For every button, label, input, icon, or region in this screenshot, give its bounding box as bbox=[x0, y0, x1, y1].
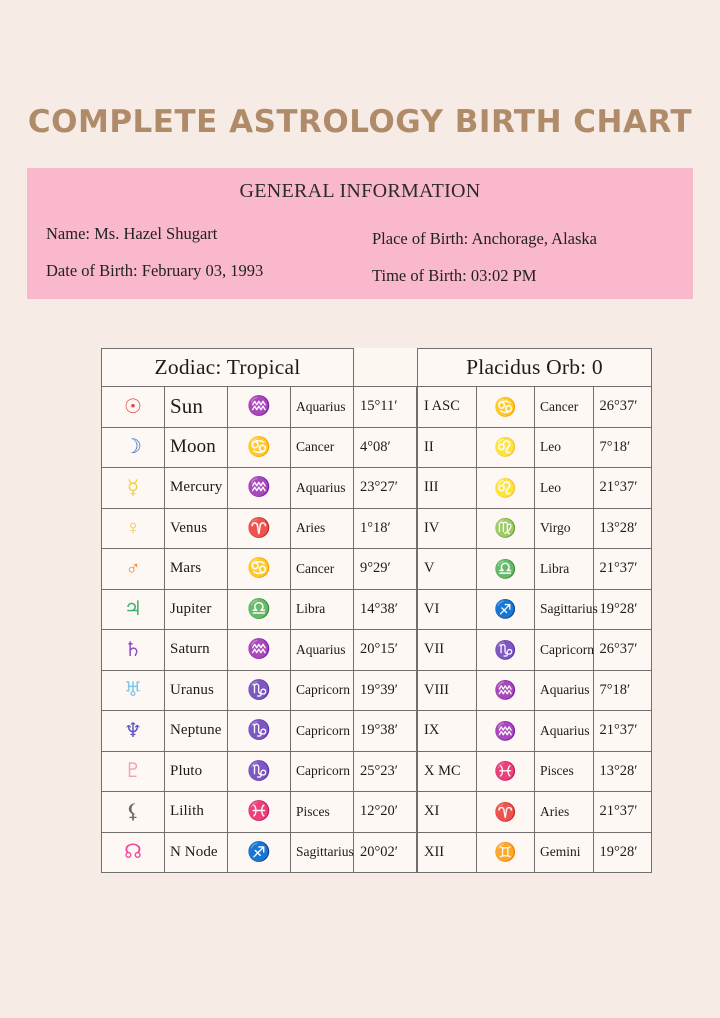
venus-symbol-icon: ♀ bbox=[102, 508, 165, 549]
zodiac-sign-name: Aquarius bbox=[535, 670, 594, 711]
zodiac-sign-name: Capricorn bbox=[291, 751, 354, 792]
degree-value: 20°15′ bbox=[354, 630, 417, 671]
zodiac-sign-icon: ♒ bbox=[476, 711, 535, 752]
table-row bbox=[102, 630, 417, 671]
house-number: I ASC bbox=[418, 387, 477, 428]
zodiac-sign-icon: ♑ bbox=[228, 711, 291, 752]
house-number: VII bbox=[418, 630, 477, 671]
table-row bbox=[102, 832, 417, 873]
degree-value: 7°18′ bbox=[593, 427, 652, 468]
table-row bbox=[418, 792, 652, 833]
zodiac-sign-name: Pisces bbox=[291, 792, 354, 833]
degree-value: 26°37′ bbox=[593, 630, 652, 671]
zodiac-sign-name: Libra bbox=[291, 589, 354, 630]
house-number: VIII bbox=[418, 670, 477, 711]
zodiac-sign-icon: ♐ bbox=[476, 589, 535, 630]
zodiac-sign-name: Virgo bbox=[535, 508, 594, 549]
degree-value: 26°37′ bbox=[593, 387, 652, 428]
houses-table-header: Placidus Orb: 0 bbox=[418, 349, 652, 387]
table-row bbox=[102, 711, 417, 752]
degree-value: 19°28′ bbox=[593, 832, 652, 873]
table-row bbox=[102, 508, 417, 549]
zodiac-sign-icon: ♓ bbox=[228, 792, 291, 833]
degree-value: 20°02′ bbox=[354, 832, 417, 873]
zodiac-sign-icon: ♒ bbox=[228, 630, 291, 671]
sun-symbol-icon: ☉ bbox=[102, 387, 165, 428]
place-of-birth-field: Place of Birth: Anchorage, Alaska bbox=[372, 229, 597, 248]
zodiac-sign-icon: ♑ bbox=[228, 670, 291, 711]
zodiac-sign-icon: ♎ bbox=[476, 549, 535, 590]
degree-value: 21°37′ bbox=[593, 711, 652, 752]
planets-table bbox=[101, 348, 417, 873]
page-title: COMPLETE ASTROLOGY BIRTH CHART bbox=[27, 104, 693, 140]
zodiac-sign-icon: ♌ bbox=[476, 427, 535, 468]
degree-value: 13°28′ bbox=[593, 751, 652, 792]
jupiter-symbol-icon: ♃ bbox=[102, 589, 165, 630]
zodiac-sign-icon: ♎ bbox=[228, 589, 291, 630]
zodiac-sign-icon: ♓ bbox=[476, 751, 535, 792]
degree-value: 9°29′ bbox=[354, 549, 417, 590]
zodiac-sign-icon: ♋ bbox=[228, 427, 291, 468]
zodiac-sign-name: Cancer bbox=[291, 549, 354, 590]
zodiac-sign-icon: ♒ bbox=[476, 670, 535, 711]
degree-value: 13°28′ bbox=[593, 508, 652, 549]
zodiac-sign-name: Aquarius bbox=[291, 468, 354, 509]
chart-tables bbox=[101, 348, 652, 873]
zodiac-sign-icon: ♈ bbox=[476, 792, 535, 833]
degree-value: 25°23′ bbox=[354, 751, 417, 792]
name-field: Name: Ms. Hazel Shugart bbox=[46, 224, 218, 243]
saturn-symbol-icon: ♄ bbox=[102, 630, 165, 671]
table-row bbox=[418, 387, 652, 428]
planet-name: Venus bbox=[165, 508, 228, 549]
degree-value: 21°37′ bbox=[593, 549, 652, 590]
planet-name: Mars bbox=[165, 549, 228, 590]
house-number: XI bbox=[418, 792, 477, 833]
degree-value: 12°20′ bbox=[354, 792, 417, 833]
house-number: X MC bbox=[418, 751, 477, 792]
table-row bbox=[418, 751, 652, 792]
table-row bbox=[418, 508, 652, 549]
zodiac-sign-name: Leo bbox=[535, 468, 594, 509]
zodiac-sign-icon: ♒ bbox=[228, 387, 291, 428]
zodiac-sign-icon: ♊ bbox=[476, 832, 535, 873]
house-number: XII bbox=[418, 832, 477, 873]
planets-table-header-row bbox=[102, 349, 417, 387]
zodiac-sign-name: Aries bbox=[535, 792, 594, 833]
house-number: III bbox=[418, 468, 477, 509]
degree-value: 14°38′ bbox=[354, 589, 417, 630]
table-row bbox=[102, 792, 417, 833]
neptune-symbol-icon: ♆ bbox=[102, 711, 165, 752]
degree-value: 4°08′ bbox=[354, 427, 417, 468]
zodiac-sign-name: Sagittarius bbox=[291, 832, 354, 873]
degree-value: 21°37′ bbox=[593, 468, 652, 509]
table-row bbox=[418, 549, 652, 590]
general-information-band bbox=[27, 168, 693, 299]
degree-value: 19°39′ bbox=[354, 670, 417, 711]
table-row bbox=[418, 468, 652, 509]
table-row bbox=[102, 549, 417, 590]
zodiac-sign-name: Cancer bbox=[291, 427, 354, 468]
table-row bbox=[102, 468, 417, 509]
planet-name: Pluto bbox=[165, 751, 228, 792]
house-number: V bbox=[418, 549, 477, 590]
table-row bbox=[418, 711, 652, 752]
zodiac-sign-icon: ♈ bbox=[228, 508, 291, 549]
houses-table bbox=[417, 348, 652, 873]
table-row bbox=[102, 589, 417, 630]
zodiac-sign-name: Capricorn bbox=[291, 670, 354, 711]
zodiac-sign-icon: ♋ bbox=[476, 387, 535, 428]
house-number: IV bbox=[418, 508, 477, 549]
planet-name: N Node bbox=[165, 832, 228, 873]
zodiac-sign-name: Pisces bbox=[535, 751, 594, 792]
degree-value: 23°27′ bbox=[354, 468, 417, 509]
degree-value: 19°38′ bbox=[354, 711, 417, 752]
zodiac-sign-name: Capricorn bbox=[535, 630, 594, 671]
zodiac-sign-icon: ♑ bbox=[228, 751, 291, 792]
mercury-symbol-icon: ☿ bbox=[102, 468, 165, 509]
time-of-birth-field: Time of Birth: 03:02 PM bbox=[372, 266, 537, 285]
degree-value: 1°18′ bbox=[354, 508, 417, 549]
zodiac-sign-name: Sagittarius bbox=[535, 589, 594, 630]
zodiac-sign-name: Libra bbox=[535, 549, 594, 590]
zodiac-sign-name: Aquarius bbox=[535, 711, 594, 752]
mars-symbol-icon: ♂ bbox=[102, 549, 165, 590]
uranus-symbol-icon: ♅ bbox=[102, 670, 165, 711]
zodiac-sign-name: Aquarius bbox=[291, 630, 354, 671]
degree-value: 21°37′ bbox=[593, 792, 652, 833]
planet-name: Moon bbox=[165, 427, 228, 468]
planet-name: Mercury bbox=[165, 468, 228, 509]
houses-table-header-row bbox=[418, 349, 652, 387]
degree-value: 7°18′ bbox=[593, 670, 652, 711]
zodiac-sign-name: Gemini bbox=[535, 832, 594, 873]
planet-name: Saturn bbox=[165, 630, 228, 671]
table-row bbox=[418, 670, 652, 711]
zodiac-sign-icon: ♌ bbox=[476, 468, 535, 509]
zodiac-sign-name: Aries bbox=[291, 508, 354, 549]
lilith-symbol-icon: ⚸ bbox=[102, 792, 165, 833]
degree-value: 15°11′ bbox=[354, 387, 417, 428]
planets-table-header: Zodiac: Tropical bbox=[102, 349, 354, 387]
zodiac-sign-name: Capricorn bbox=[291, 711, 354, 752]
zodiac-sign-icon: ♒ bbox=[228, 468, 291, 509]
house-number: IX bbox=[418, 711, 477, 752]
planet-name: Sun bbox=[165, 387, 228, 428]
zodiac-sign-icon: ♑ bbox=[476, 630, 535, 671]
table-row bbox=[418, 427, 652, 468]
planet-name: Lilith bbox=[165, 792, 228, 833]
house-number: VI bbox=[418, 589, 477, 630]
north-node-symbol-icon: ☊ bbox=[102, 832, 165, 873]
table-row bbox=[102, 751, 417, 792]
degree-value: 19°28′ bbox=[593, 589, 652, 630]
table-row bbox=[102, 387, 417, 428]
table-row bbox=[102, 670, 417, 711]
table-row bbox=[418, 832, 652, 873]
planet-name: Neptune bbox=[165, 711, 228, 752]
zodiac-sign-icon: ♍ bbox=[476, 508, 535, 549]
planet-name: Jupiter bbox=[165, 589, 228, 630]
table-row bbox=[418, 630, 652, 671]
zodiac-sign-icon: ♐ bbox=[228, 832, 291, 873]
zodiac-sign-icon: ♋ bbox=[228, 549, 291, 590]
table-row bbox=[418, 589, 652, 630]
date-of-birth-field: Date of Birth: February 03, 1993 bbox=[46, 261, 264, 280]
pluto-symbol-icon: ♇ bbox=[102, 751, 165, 792]
table-row bbox=[102, 427, 417, 468]
zodiac-sign-name: Aquarius bbox=[291, 387, 354, 428]
general-information-heading: GENERAL INFORMATION bbox=[239, 180, 481, 202]
zodiac-sign-name: Cancer bbox=[535, 387, 594, 428]
house-number: II bbox=[418, 427, 477, 468]
zodiac-sign-name: Leo bbox=[535, 427, 594, 468]
moon-symbol-icon: ☽ bbox=[102, 427, 165, 468]
planet-name: Uranus bbox=[165, 670, 228, 711]
